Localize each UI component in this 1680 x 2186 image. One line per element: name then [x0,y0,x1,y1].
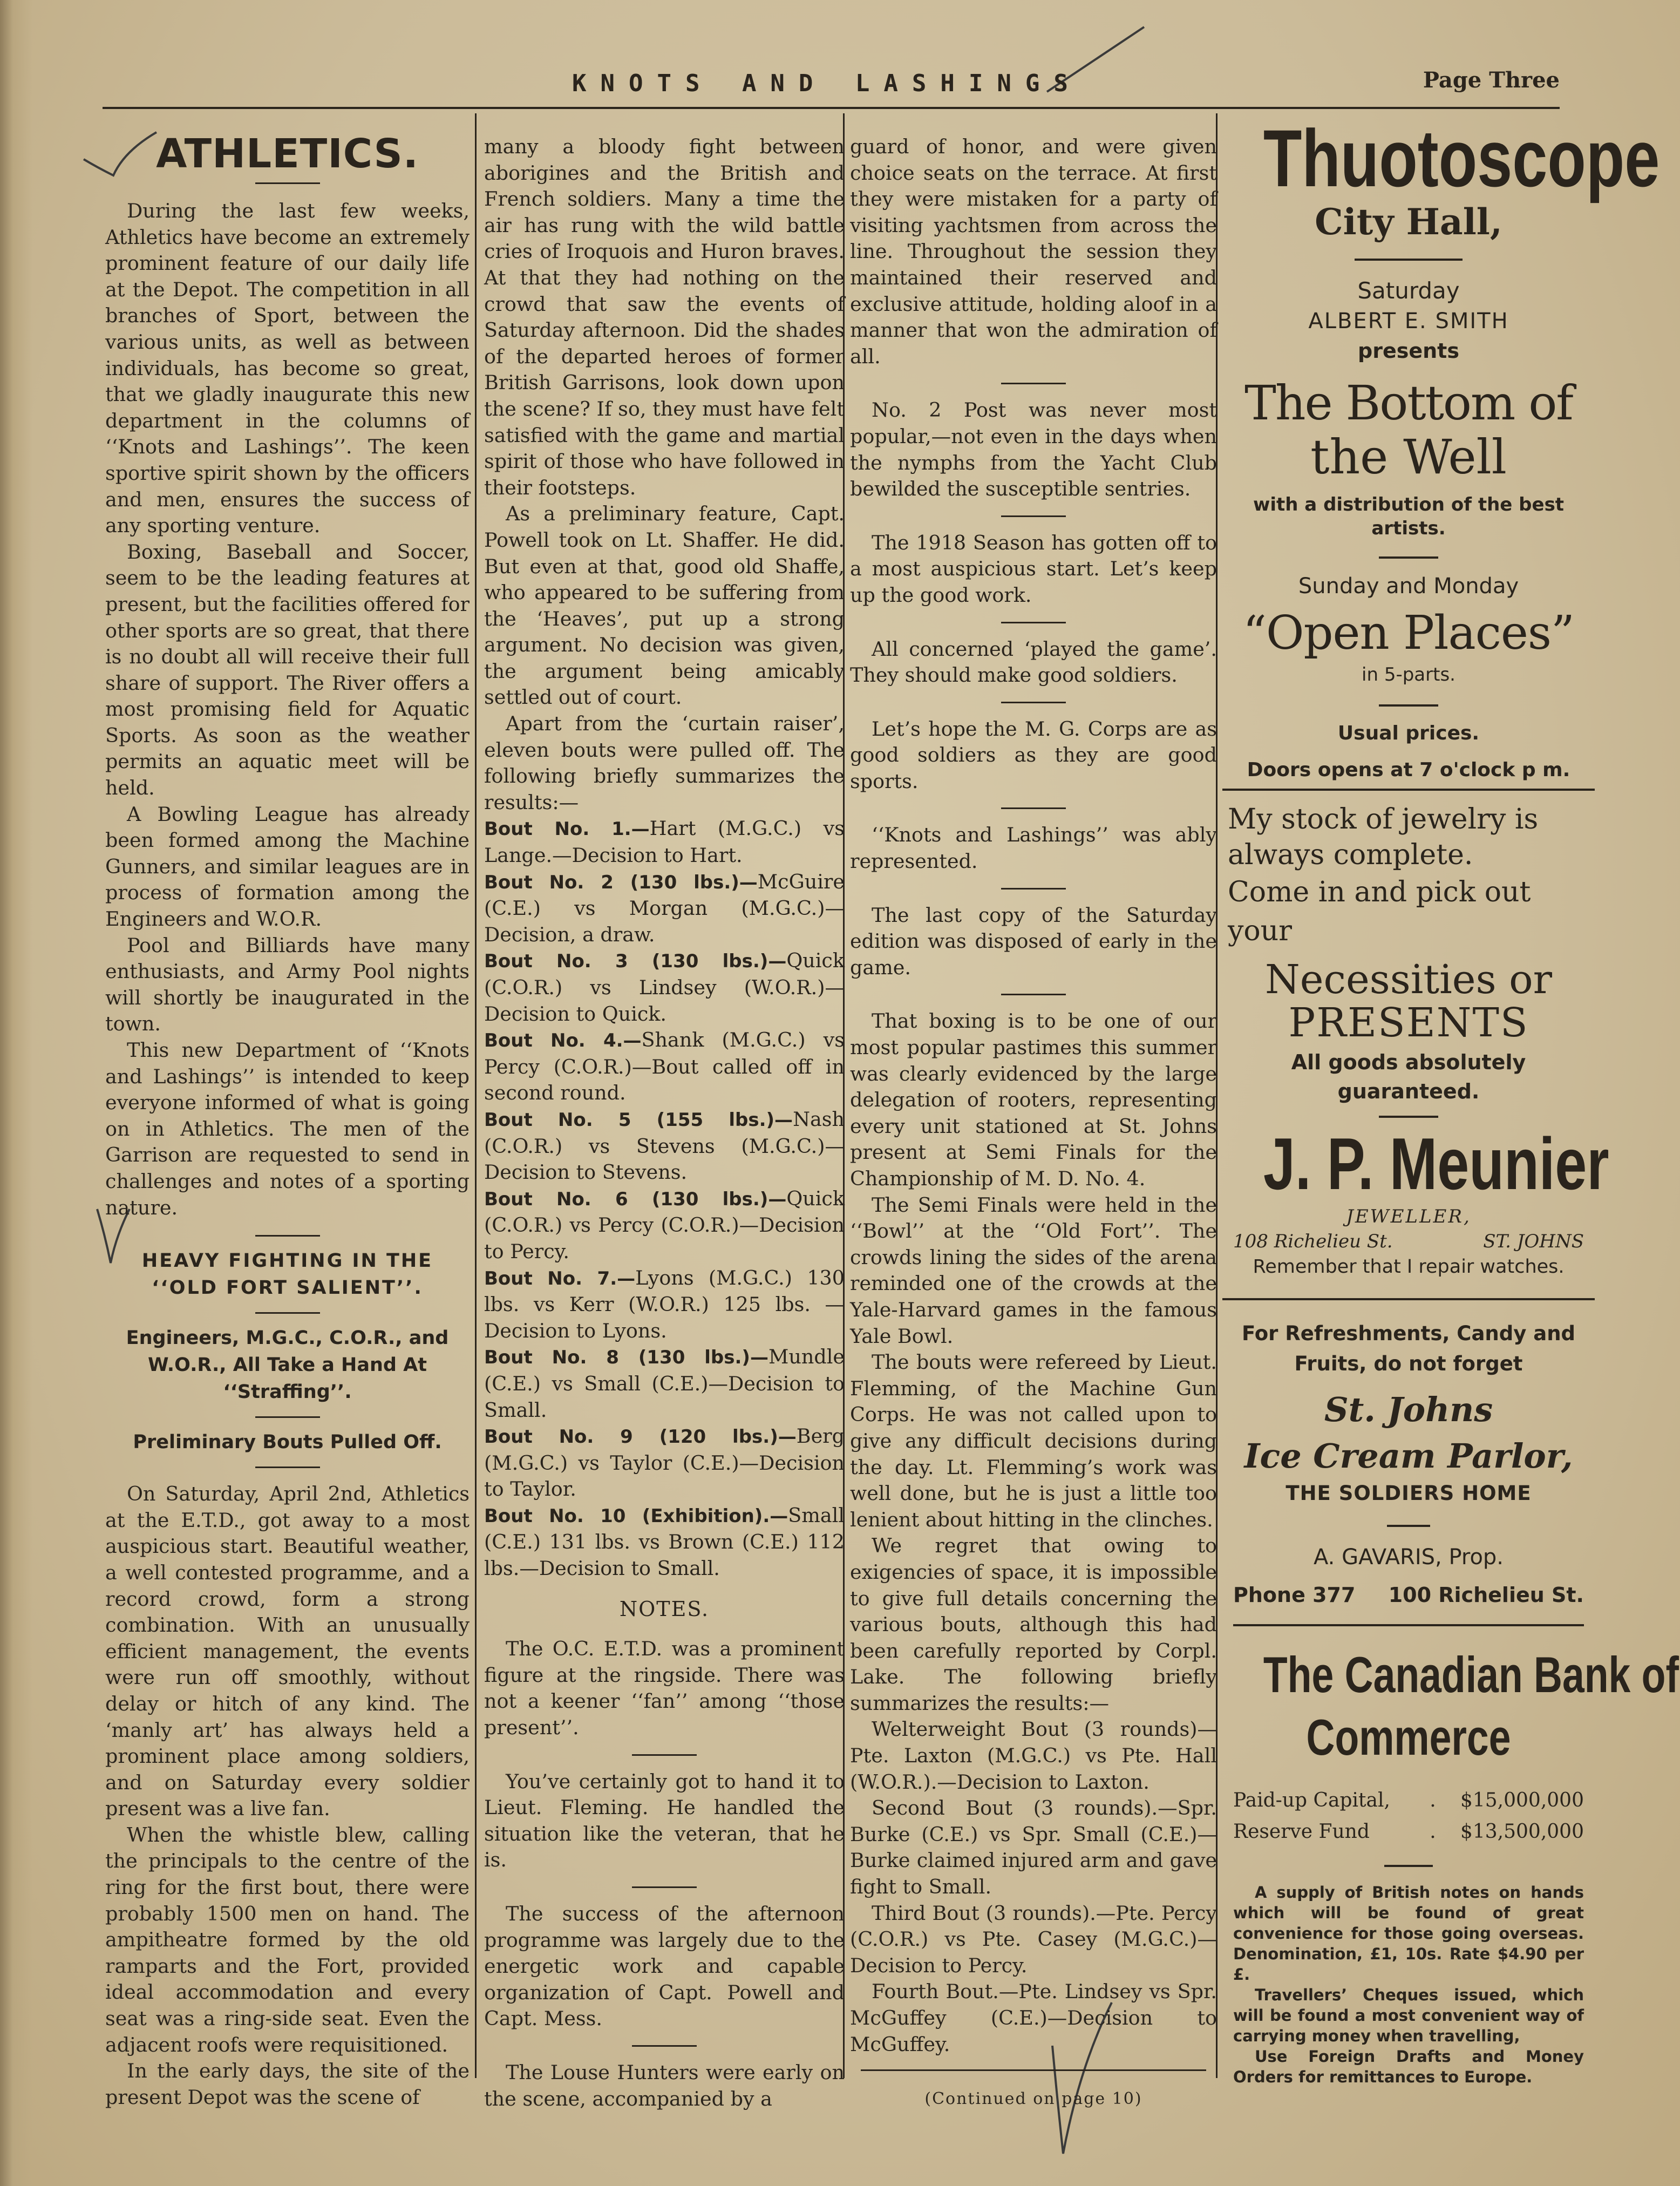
bank-note: A supply of British notes on hands which will be found of great convenience for those going overseas. Denomination, £1, 10s. Rate $4.90 per £. [1233,1883,1584,1984]
article-paragraph: This new Department of ‘‘Knots and Lashings’’ is intended to keep everyone informed of what is going on in Athletics. The men of the Garrison are requested to send in challenges and notes of a sporting nature. [105,1038,470,1219]
note-paragraph: No. 2 Post was never most popular,—not even in the days when the nymphs from the Yacht Club bewilded the susceptible sentries. [850,398,1217,501]
bank-capital-row [1222,1769,1595,1816]
reserve-label: Reserve Fund [1233,1821,1370,1843]
bout-result: Bout No. 5 (155 lbs.)—Nash (C.O.R.) vs Stevens (M.G.C.)—Decision to Stevens. [484,1107,845,1184]
separator [632,1886,697,1888]
athletics-heading: ATHLETICS. [156,131,419,177]
separator [1001,702,1066,703]
reserve-value: $13,500,000 [1460,1821,1584,1843]
separator [1001,622,1066,623]
preliminary-heading: Preliminary Bouts Pulled Off. [133,1431,442,1454]
jewelry-line: always complete. [1228,839,1473,871]
bout-result: Bout No. 3 (130 lbs.)—Quick (C.O.R.) vs Lindsey (W.O.R.)—Decision to Quick. [484,949,845,1026]
film-note: with a distribution of the best artists. [1253,494,1565,539]
separator [1001,515,1066,517]
separator [1355,259,1463,261]
film-title-line2: the Well [1310,429,1507,485]
page-edge-shadow [0,0,32,2186]
article-paragraph: Third Bout (3 rounds).—Pte. Percy (C.O.R.) vs Pte. Casey (M.G.C.)—Decision to Percy. [850,1901,1217,1977]
parlor-name: Ice Cream Parlor, [1244,1436,1573,1476]
article-paragraph: We regret that owing to exigencies of space, it is impossible to give full details concerning the various bouts, although this had been carefully reported by Corpl. Lake. The following briefly summarizes the results:— [850,1534,1217,1715]
article-paragraph: During the last few weeks, Athletics have become an extremely prominent feature of our daily life at the Depot. The competition in all branches of Sport, between the various units, as well as between individuals, has become so great, that we gladly inaugurate this new department in the columns of ‘‘Knots and Lashings’’. The keen sportive spirit shown by the officers and men, ensures the success of any sporting venture. [105,199,470,538]
parlor-intro: For Refreshments, Candy and [1241,1322,1576,1345]
parlor-phone: Phone 377 [1233,1583,1356,1607]
jewelry-line: My stock of jewelry is [1228,803,1539,836]
header-rule [103,107,1560,109]
page-header [103,67,1560,105]
separator [255,1467,320,1468]
thuotoscope-venue: City Hall, [1315,201,1502,243]
note-paragraph: You’ve certainly got to hand it to Lieut. Fleming. He handled the situation like the veteran, that he is. [484,1769,845,1872]
dot-leader: . [1430,1821,1436,1843]
note-paragraph: The success of the afternoon programme was largely due to the energetic work and capable organization of Capt. Powell and Capt. Mess. [484,1902,845,2031]
bank-reserve-row [1222,1816,1595,1848]
capital-label: Paid-up Capital, [1233,1789,1390,1811]
parlor-intro: Fruits, do not forget [1294,1352,1523,1375]
jeweller-address-row [1222,1229,1595,1254]
bout-result: Bout No. 4.—Shank (M.G.C.) vs Percy (C.O.R.)—Bout called off in second round. [484,1028,845,1105]
doors-note: Doors opens at 7 o'clock p m. [1247,759,1570,781]
note-paragraph: The O.C. E.T.D. was a prominent figure at the ringside. There was not a keener ‘‘fan’’ among ‘‘those present’’. [484,1637,845,1740]
parlor-tagline: THE SOLDIERS HOME [1285,1482,1532,1505]
note-paragraph: The Louse Hunters were early on the scene, accompanied by a [484,2060,845,2110]
bout-result: Bout No. 7.—Lyons (M.G.C.) 130 lbs. vs Kerr (W.O.R.) 125 lbs. —Decision to Lyons. [484,1266,845,1342]
bout-result: Bout No. 10 (Exhibition).—Small (C.E.) 131 lbs. vs Brown (C.E.) 112 lbs.—Decision to Small. [484,1503,845,1580]
separator [1387,1525,1430,1527]
advertisements-column [1222,113,1679,2087]
jeweller-name: J. P. Meunier [1263,1123,1609,1205]
article-paragraph: In the early days, the site of the present Depot was the scene of [105,2059,470,2109]
article-paragraph: When the whistle blew, calling the principals to the centre of the ring for the first bout, there were probably 1500 men on hand. The ampitheatre formed by the old ramparts and the Fort, provided ideal accommodation and every seat was a ring-side seat. Even the adjacent roofs were requisitioned. [105,1823,470,2056]
column-3 [850,134,1217,2113]
article-paragraph: many a bloody fight between aborigines and the British and French soldiers. Many a time the air has rung with the wild battle cries of Iroquois and Huron braves. At that they had nothing on the crowd that saw the events of Saturday afternoon. Did the shades of the departed heroes of former British Garrisons, look down upon the scene? If so, they must have felt satisfied with the game and martial spirit of those who have followed in their footsteps. [484,135,845,499]
note-paragraph: ‘‘Knots and Lashings’’ was ably represented. [850,823,1217,873]
separator-long [861,2069,1206,2071]
separator [632,2045,697,2047]
separator [255,182,320,184]
showing-day: Saturday [1357,277,1460,304]
bank-name: The Canadian Bank of [1263,1646,1679,1703]
continued-note: (Continued on page 10) [924,2089,1142,2109]
article-paragraph: The bouts were refereed by Lieut. Flemming, of the Machine Gun Corps. He was not called upon to give any difficult decisions during the day. Lt. Flemming’s work was well done, but he is just a little too lenient about hitting in the clinches. [850,1350,1217,1531]
article-paragraph: The Semi Finals were held in the ‘‘Bowl’’ at the ‘‘Old Fort’’. The crowds lining the sides of the arena reminded one of the crowds at the Yale-Harvard games in the famous Yale Bowl. [850,1193,1217,1348]
separator [255,1235,320,1237]
separator [1379,1116,1438,1118]
article-paragraph: Pool and Billiards have many enthusiasts, and Army Pool nights will shortly be inaugurated in the town. [105,933,470,1036]
jeweller-address: 108 Richelieu St. [1233,1231,1393,1252]
capital-value: $15,000,000 [1460,1789,1584,1811]
ad-separator [1222,1298,1595,1300]
article-paragraph: Fourth Bout.—Pte. Lindsey vs Spr. McGuffey (C.E.)—Decision to McGuffey. [850,1980,1217,2056]
guarantee-note: All goods absolutely guaranteed. [1291,1050,1526,1103]
article-paragraph: guard of honor, and were given choice seats on the terrace. At first they were mistaken for a party of visiting yachtsmen from across the line. Throughout the session they maintained their reserved and exclusive attitude, holding aloof in a manner that won the admiration of all. [850,135,1217,368]
jewelry-headline: PRESENTS [1288,1000,1529,1046]
jewelry-line: Come in and pick out your [1228,876,1531,947]
note-paragraph: Let’s hope the M. G. Corps are as good soldiers as they are good sports. [850,717,1217,793]
separator [1001,994,1066,995]
thuotoscope-title: Thuotoscope [1263,113,1660,203]
article-paragraph: As a preliminary feature, Capt. Powell took on Lt. Shaffer. He did. But even at that, good old Shaffe, who appeared to be suffering from the ‘Heaves’, put up a strong argument. No decision was given, the argument being amicably settled out of court. [484,502,845,709]
film-note-2: in 5-parts. [1362,664,1455,685]
ad-separator [1222,789,1595,791]
fighting-heading: HEAVY FIGHTING IN THE ‘‘OLD FORT SALIENT’’. [141,1250,433,1299]
film-title-2: “Open Places” [1243,606,1574,660]
separator [1379,704,1438,707]
separator [1001,807,1066,809]
column-1 [105,124,470,2110]
repair-note: Remember that I repair watches. [1253,1256,1565,1278]
parlor-contact-row [1222,1572,1595,1609]
bank-name: Commerce [1306,1709,1511,1766]
masthead-title: KNOTS AND LASHINGS [572,70,1082,97]
article-paragraph: On Saturday, April 2nd, Athletics at the E.T.D., got away to a most auspicious start. Beautiful weather, a well contested programme, and a record crowd, form a strong combination. With an unusually efficient management, the events were run off smoothly, without delay or hitch of any kind. The ‘manly art’ has always held a prominent place among soldiers, and on Saturday every soldier present was a live fan. [105,1482,470,1821]
separator [255,1312,320,1314]
jeweller-trade: JEWELLER, [1346,1206,1471,1227]
presents-label: presents [1358,339,1459,363]
parlor-address: 100 Richelieu St. [1388,1583,1584,1607]
separator [1384,1865,1433,1867]
bout-result: Bout No. 1.—Hart (M.G.C.) vs Lange.—Decision to Hart. [484,817,845,867]
parlor-name: St. Johns [1324,1390,1493,1429]
parlor-proprietor: A. GAVARIS, Prop. [1313,1545,1504,1570]
film-title-line1: The Bottom of [1244,375,1573,431]
note-paragraph: The last copy of the Saturday edition was disposed of early in the game. [850,903,1217,979]
column-rule [475,113,477,2078]
prices-note: Usual prices. [1337,722,1480,744]
jeweller-town: ST. JOHNS [1483,1231,1584,1252]
article-paragraph: A Bowling League has already been formed among the Machine Gunners, and similar leagues are in process of formation among the Engineers and W.O.R. [105,802,470,931]
article-paragraph: That boxing is to be one of our most popular pastimes this summer was clearly evidenced by the large delegation of rooters, representing every unit stationed at St. Johns present at Semi Finals for the Championship of M. D. No. 4. [850,1009,1217,1190]
article-paragraph: Boxing, Baseball and Soccer, seem to be the leading features at present, but the facilities offered for other sports are so great, that there is no doubt all will receive their full share of support. The River offers a most promising field for Aquatic Sports. As soon as the weather permits an aquatic meet will be held. [105,540,470,800]
article-paragraph: Welterweight Bout (3 rounds)—Pte. Laxton (M.G.C.) vs Pte. Hall (W.O.R.).—Decision to Laxton. [850,1717,1217,1794]
notes-heading: NOTES. [619,1597,710,1621]
separator [1001,888,1066,890]
separator [632,1754,697,1756]
dot-leader: . [1430,1789,1436,1811]
separator [255,1416,320,1418]
article-paragraph: Apart from the ‘curtain raiser’, eleven bouts were pulled off. The following briefly summarizes the results:— [484,712,845,814]
fighting-subheading: Engineers, M.G.C., C.O.R., and W.O.R., All Take a Hand At ‘‘Straffing’’. [126,1327,449,1403]
page-number: Page Three [1423,67,1560,93]
bank-note: Travellers’ Cheques issued, which will be found a most convenient way of carrying money when travelling, [1233,1986,1584,2045]
bout-result: Bout No. 2 (130 lbs.)—McGuire (C.E.) vs Morgan (M.G.C.)—Decision, a draw. [484,870,845,946]
column-2 [484,134,845,2112]
bout-result: Bout No. 6 (130 lbs.)—Quick (C.O.R.) vs Percy (C.O.R.)—Decision to Percy. [484,1186,845,1263]
showing-day: Sunday and Monday [1298,574,1519,599]
note-paragraph: The 1918 Season has gotten off to a most auspicious start. Let’s keep up the good work. [850,531,1217,607]
bout-result: Bout No. 9 (120 lbs.)—Berg (M.G.C.) vs Taylor (C.E.)—Decision to Taylor. [484,1424,845,1501]
bank-note: Use Foreign Drafts and Money Orders for remittances to Europe. [1233,2047,1584,2086]
jewelry-headline: Necessities or [1264,956,1553,1003]
bout-result: Bout No. 8 (130 lbs.)—Mundle (C.E.) vs Small (C.E.)—Decision to Small. [484,1345,845,1422]
separator [1001,383,1066,384]
article-paragraph: Second Bout (3 rounds).—Spr. Burke (C.E.) vs Spr. Small (C.E.)—Burke claimed injured arm and gave fight to Small. [850,1796,1217,1899]
presenter-name: ALBERT E. SMITH [1308,309,1509,334]
ad-separator [1233,1624,1584,1626]
note-paragraph: All concerned ‘played the game’. They should make good soldiers. [850,637,1217,687]
separator [1379,556,1438,559]
